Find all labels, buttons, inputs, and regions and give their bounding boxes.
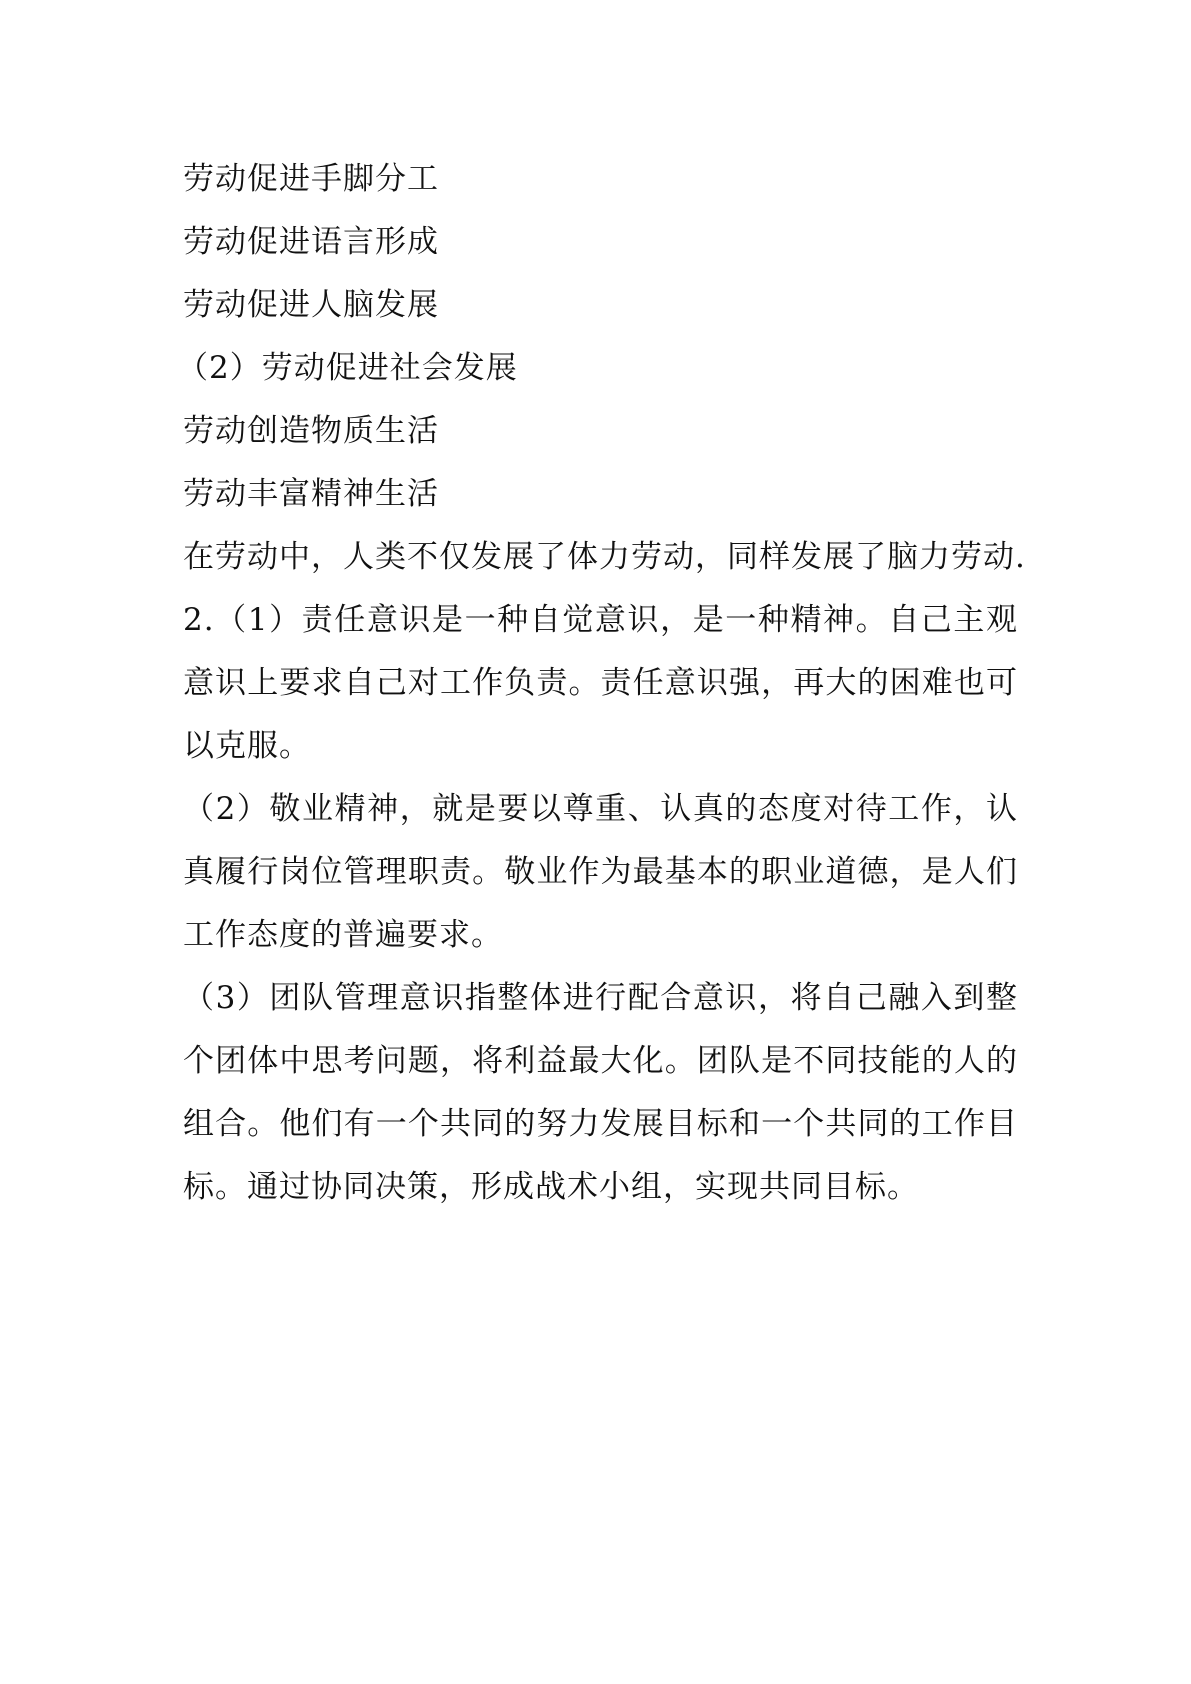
paragraph-teamwork: （3）团队管理意识指整体进行配合意识，将自己融入到整个团体中思考问题，将利益最大化。团队是不同技能的人的组合。他们有一个共同的努力发展目标和一个共同的工作目标。通过协同决策，形成战术小组，实现共同目标。 [183, 980, 1018, 1205]
paragraph-dedication: （2）敬业精神，就是要以尊重、认真的态度对待工作，认真履行岗位管理职责。敬业作为最基本的职业道德，是人们工作态度的普遍要求。 [183, 791, 1018, 953]
paragraph-responsibility: 2.（1）责任意识是一种自觉意识，是一种精神。自己主观意识上要求自己对工作负责。责任意识强，再大的困难也可以克服。 [183, 602, 1018, 764]
section-heading: （2）劳动促进社会发展 [177, 350, 518, 386]
text-line: 劳动丰富精神生活 [183, 476, 439, 512]
text-line: 劳动促进人脑发展 [183, 287, 439, 323]
text-line: 劳动促进语言形成 [183, 224, 439, 260]
text-line: 劳动创造物质生活 [183, 413, 439, 449]
text-line: 在劳动中，人类不仅发展了体力劳动，同样发展了脑力劳动. [183, 539, 1026, 575]
text-line: 劳动促进手脚分工 [183, 161, 439, 197]
document-body [177, 148, 1026, 1219]
